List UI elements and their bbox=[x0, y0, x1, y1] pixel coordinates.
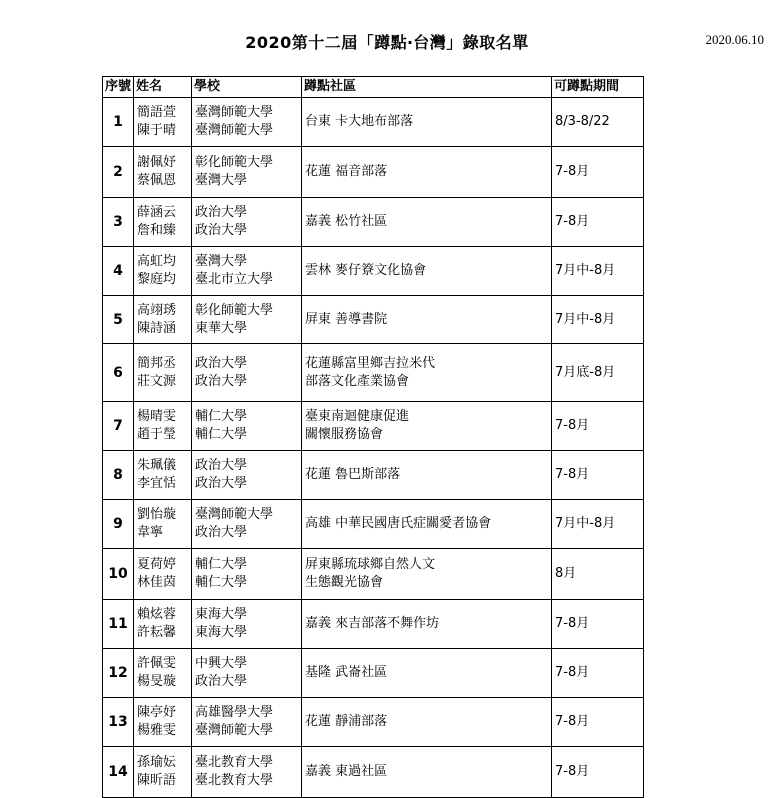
table-row bbox=[103, 402, 644, 451]
student-name: 朱珮儀 bbox=[137, 458, 177, 473]
school-name: 東華大學 bbox=[195, 320, 248, 336]
student-schools bbox=[192, 98, 302, 147]
school-name: 政治大學 bbox=[195, 674, 248, 689]
student-name: 謝佩妤 bbox=[137, 155, 177, 170]
student-schools bbox=[192, 247, 302, 296]
student-name: 陳于晴 bbox=[137, 123, 177, 138]
table-header-row bbox=[103, 77, 644, 98]
student-schools bbox=[192, 296, 302, 344]
row-number: 5 bbox=[103, 296, 134, 344]
community-name: 台東 卡大地布部落 bbox=[305, 114, 414, 129]
community-name: 高雄 中華民國唐氏症關愛者協會 bbox=[305, 516, 492, 531]
school-name: 政治大學 bbox=[195, 458, 248, 473]
table-row bbox=[103, 247, 644, 296]
row-number: 8 bbox=[103, 451, 134, 500]
community-name: 臺東南迴健康促進 bbox=[305, 409, 410, 424]
school-name: 臺北市立大學 bbox=[195, 272, 274, 287]
student-names bbox=[134, 698, 192, 747]
school-name: 輔仁大學 bbox=[195, 427, 248, 442]
table-row bbox=[103, 698, 644, 747]
student-name: 簡語萱 bbox=[137, 105, 177, 120]
student-name: 楊旻璇 bbox=[137, 674, 177, 689]
student-name: 夏荷婷 bbox=[137, 557, 177, 572]
student-name: 陳昕語 bbox=[137, 773, 177, 788]
student-schools bbox=[192, 549, 302, 600]
student-name: 詹和臻 bbox=[137, 223, 177, 238]
student-names bbox=[134, 451, 192, 500]
student-names bbox=[134, 500, 192, 549]
community-name: 生態觀光協會 bbox=[305, 575, 384, 590]
student-names bbox=[134, 649, 192, 698]
student-schools bbox=[192, 402, 302, 451]
community-cell bbox=[302, 402, 552, 451]
student-names bbox=[134, 296, 192, 344]
school-name: 臺灣大學 bbox=[195, 254, 248, 269]
community-name: 雲林 麥仔簝文化協會 bbox=[305, 263, 427, 278]
period-cell: 7-8月 bbox=[552, 451, 644, 500]
community-cell bbox=[302, 296, 552, 344]
school-name: 臺灣師範大學 bbox=[195, 123, 274, 138]
period-cell: 8月 bbox=[552, 549, 644, 600]
table-row bbox=[103, 649, 644, 698]
student-name: 孫瑜妘 bbox=[137, 755, 177, 770]
student-name: 薛涵云 bbox=[137, 205, 177, 220]
row-number: 6 bbox=[103, 344, 134, 402]
student-names bbox=[134, 600, 192, 649]
school-name: 輔仁大學 bbox=[195, 575, 248, 590]
school-name: 政治大學 bbox=[195, 205, 248, 220]
community-cell bbox=[302, 344, 552, 402]
student-name: 楊晴雯 bbox=[137, 409, 177, 424]
community-cell bbox=[302, 247, 552, 296]
community-name: 花蓮 魯巴斯部落 bbox=[305, 467, 401, 482]
period-cell: 8/3-8/22 bbox=[552, 98, 644, 147]
school-name: 東海大學 bbox=[195, 625, 248, 640]
student-name: 陳詩涵 bbox=[137, 320, 177, 336]
table-row bbox=[103, 147, 644, 198]
school-name: 臺灣師範大學 bbox=[195, 723, 274, 738]
school-name: 彰化師範大學 bbox=[195, 155, 274, 170]
community-cell bbox=[302, 198, 552, 247]
row-number: 2 bbox=[103, 147, 134, 198]
period-cell: 7-8月 bbox=[552, 747, 644, 798]
header-community: 蹲點社區 bbox=[302, 77, 552, 98]
student-schools bbox=[192, 747, 302, 798]
student-name: 陳亭妤 bbox=[137, 705, 177, 720]
row-number: 14 bbox=[103, 747, 134, 798]
student-names bbox=[134, 344, 192, 402]
community-name: 關懷服務協會 bbox=[305, 427, 384, 442]
period-cell: 7-8月 bbox=[552, 698, 644, 747]
school-name: 政治大學 bbox=[195, 355, 248, 371]
school-name: 彰化師範大學 bbox=[195, 302, 274, 318]
header-number: 序號 bbox=[103, 77, 134, 98]
period-cell: 7-8月 bbox=[552, 147, 644, 198]
row-number: 7 bbox=[103, 402, 134, 451]
student-name: 韋寧 bbox=[137, 525, 164, 540]
row-number: 3 bbox=[103, 198, 134, 247]
school-name: 臺灣師範大學 bbox=[195, 507, 274, 522]
community-name: 嘉義 來吉部落不舞作坊 bbox=[305, 616, 440, 631]
table-row bbox=[103, 198, 644, 247]
community-name: 嘉義 松竹社區 bbox=[305, 214, 388, 229]
student-schools bbox=[192, 198, 302, 247]
header-name: 姓名 bbox=[134, 77, 192, 98]
student-names bbox=[134, 198, 192, 247]
table-row bbox=[103, 451, 644, 500]
community-name: 花蓮 福音部落 bbox=[305, 164, 388, 179]
student-schools bbox=[192, 344, 302, 402]
student-schools bbox=[192, 500, 302, 549]
document-date: 2020.06.10 bbox=[705, 32, 764, 47]
table-row bbox=[103, 344, 644, 402]
community-cell bbox=[302, 600, 552, 649]
table-row bbox=[103, 98, 644, 147]
period-cell: 7月中-8月 bbox=[552, 296, 644, 344]
community-name: 屏東縣琉球鄉自然人文 bbox=[305, 557, 436, 572]
table-body bbox=[103, 98, 644, 798]
period-cell: 7月中-8月 bbox=[552, 247, 644, 296]
period-cell: 7月中-8月 bbox=[552, 500, 644, 549]
student-name: 楊雅雯 bbox=[137, 723, 177, 738]
student-name: 趙于瑩 bbox=[137, 427, 177, 442]
community-cell bbox=[302, 451, 552, 500]
community-cell bbox=[302, 549, 552, 600]
student-names bbox=[134, 549, 192, 600]
student-name: 簡邦丞 bbox=[137, 355, 177, 371]
community-name: 屏東 善導書院 bbox=[305, 311, 388, 327]
student-name: 黎庭均 bbox=[137, 272, 177, 287]
school-name: 政治大學 bbox=[195, 223, 248, 238]
school-name: 東海大學 bbox=[195, 607, 248, 622]
period-cell: 7-8月 bbox=[552, 402, 644, 451]
student-schools bbox=[192, 147, 302, 198]
community-cell bbox=[302, 698, 552, 747]
school-name: 臺灣大學 bbox=[195, 173, 248, 188]
row-number: 11 bbox=[103, 600, 134, 649]
school-name: 臺灣師範大學 bbox=[195, 105, 274, 120]
table-row bbox=[103, 500, 644, 549]
school-name: 臺北教育大學 bbox=[195, 755, 274, 770]
row-number: 10 bbox=[103, 549, 134, 600]
community-name: 花蓮 靜浦部落 bbox=[305, 714, 388, 729]
school-name: 中興大學 bbox=[195, 656, 248, 671]
community-name: 嘉義 東過社區 bbox=[305, 764, 388, 779]
community-cell bbox=[302, 147, 552, 198]
student-name: 高翊琇 bbox=[137, 302, 177, 318]
student-name: 許耘馨 bbox=[137, 625, 177, 640]
table-row bbox=[103, 296, 644, 344]
header-school: 學校 bbox=[192, 77, 302, 98]
row-number: 1 bbox=[103, 98, 134, 147]
student-names bbox=[134, 402, 192, 451]
school-name: 輔仁大學 bbox=[195, 557, 248, 572]
community-cell bbox=[302, 649, 552, 698]
student-name: 賴炫蓉 bbox=[137, 607, 177, 622]
admission-table bbox=[102, 76, 644, 798]
community-name: 花蓮縣富里鄉吉拉米代 bbox=[305, 355, 436, 371]
row-number: 12 bbox=[103, 649, 134, 698]
community-name: 基隆 武崙社區 bbox=[305, 665, 388, 680]
header-period: 可蹲點期間 bbox=[552, 77, 644, 98]
student-name: 許佩雯 bbox=[137, 656, 177, 671]
community-cell bbox=[302, 747, 552, 798]
school-name: 輔仁大學 bbox=[195, 409, 248, 424]
student-name: 莊文源 bbox=[137, 373, 177, 389]
document-title: 2020第十二屆「蹲點‧台灣」錄取名單 bbox=[245, 33, 529, 52]
student-schools bbox=[192, 698, 302, 747]
student-name: 林佳茵 bbox=[137, 575, 177, 590]
period-cell: 7-8月 bbox=[552, 198, 644, 247]
row-number: 4 bbox=[103, 247, 134, 296]
student-names bbox=[134, 98, 192, 147]
community-cell bbox=[302, 98, 552, 147]
row-number: 9 bbox=[103, 500, 134, 549]
student-schools bbox=[192, 451, 302, 500]
table-row bbox=[103, 549, 644, 600]
student-name: 李宜恬 bbox=[137, 476, 177, 491]
period-cell: 7月底-8月 bbox=[552, 344, 644, 402]
student-name: 劉怡璇 bbox=[137, 507, 177, 522]
student-name: 高虹均 bbox=[137, 254, 177, 269]
student-names bbox=[134, 247, 192, 296]
school-name: 政治大學 bbox=[195, 476, 248, 491]
student-schools bbox=[192, 649, 302, 698]
school-name: 政治大學 bbox=[195, 525, 248, 540]
student-names bbox=[134, 147, 192, 198]
period-cell: 7-8月 bbox=[552, 600, 644, 649]
table-row bbox=[103, 747, 644, 798]
table-row bbox=[103, 600, 644, 649]
period-cell: 7-8月 bbox=[552, 649, 644, 698]
student-schools bbox=[192, 600, 302, 649]
school-name: 臺北教育大學 bbox=[195, 773, 274, 788]
school-name: 政治大學 bbox=[195, 373, 248, 389]
student-name: 蔡佩恩 bbox=[137, 173, 177, 188]
student-names bbox=[134, 747, 192, 798]
community-name: 部落文化產業協會 bbox=[305, 373, 410, 389]
community-cell bbox=[302, 500, 552, 549]
school-name: 高雄醫學大學 bbox=[195, 705, 274, 720]
row-number: 13 bbox=[103, 698, 134, 747]
